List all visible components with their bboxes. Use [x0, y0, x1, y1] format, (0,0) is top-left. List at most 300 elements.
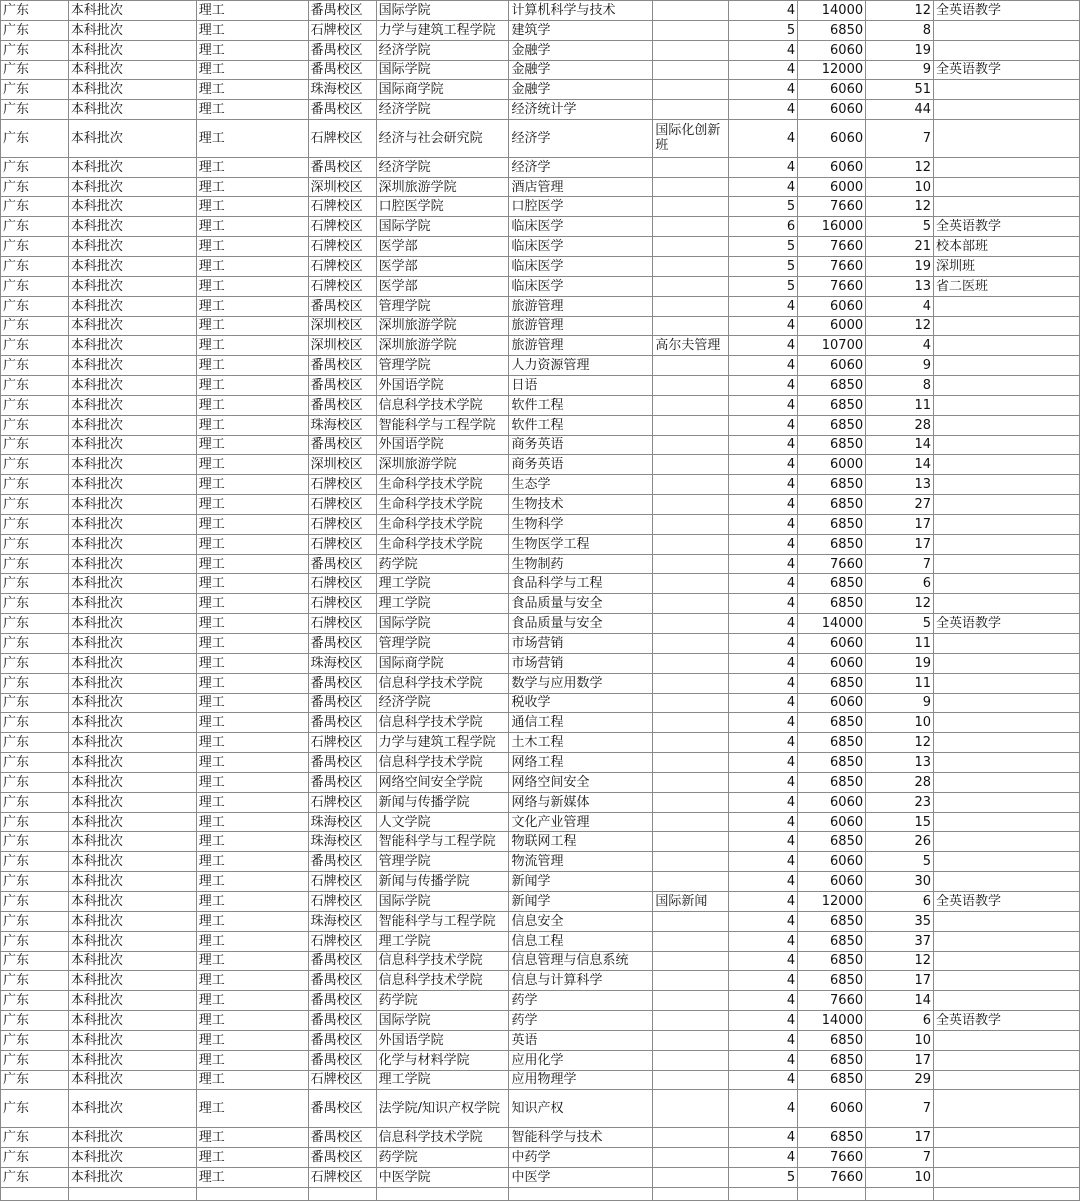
- cell-tuition: 6850: [798, 951, 866, 971]
- cell-direction: [653, 931, 729, 951]
- cell-school: 生命科学技术学院: [376, 534, 509, 554]
- cell-province: 广东: [1, 574, 69, 594]
- cell-province: 广东: [1, 376, 69, 396]
- cell-province: 广东: [1, 1050, 69, 1070]
- cell-province: 广东: [1, 415, 69, 435]
- table-row: [1, 1070, 1080, 1090]
- cell-category: 理工: [196, 733, 308, 753]
- cell-tuition: 6850: [798, 534, 866, 554]
- cell-major: 金融学: [509, 40, 653, 60]
- table-row: [1, 1128, 1080, 1148]
- cell-category: 理工: [196, 634, 308, 654]
- table-row: [1, 951, 1080, 971]
- cell-tuition: 6060: [798, 356, 866, 376]
- cell-direction: [653, 614, 729, 634]
- cell-quota: 14: [866, 435, 934, 455]
- cell-province: 广东: [1, 991, 69, 1011]
- cell-note: [934, 296, 1080, 316]
- cell-direction: [653, 217, 729, 237]
- cell-major: 生物医学工程: [509, 534, 653, 554]
- cell-school: 信息科学技术学院: [376, 673, 509, 693]
- cell-direction: [653, 713, 729, 733]
- cell-major: 智能科学与技术: [509, 1128, 653, 1148]
- cell-province: 广东: [1, 296, 69, 316]
- cell-quota: 9: [866, 356, 934, 376]
- cell-tuition: 6850: [798, 733, 866, 753]
- cell-category: 理工: [196, 276, 308, 296]
- cell-school: 管理学院: [376, 356, 509, 376]
- cell-note: [934, 435, 1080, 455]
- cell-note: [934, 100, 1080, 120]
- cell-direction: [653, 1, 729, 21]
- cell-quota: 5: [866, 217, 934, 237]
- cell-note: [934, 733, 1080, 753]
- cell-note: [934, 1090, 1080, 1128]
- cell-tuition: 6850: [798, 435, 866, 455]
- cell-tuition: 7660: [798, 554, 866, 574]
- table-row: [1, 177, 1080, 197]
- cell-campus: 番禺校区: [308, 1090, 376, 1128]
- cell-batch: 本科批次: [68, 634, 196, 654]
- cell-province: 广东: [1, 792, 69, 812]
- cell-category: 理工: [196, 931, 308, 951]
- table-row: [1, 376, 1080, 396]
- cell-category: 理工: [196, 653, 308, 673]
- cell-quota: 6: [866, 574, 934, 594]
- cell-batch: 本科批次: [68, 991, 196, 1011]
- cell-quota: 51: [866, 80, 934, 100]
- cell-quota: 10: [866, 713, 934, 733]
- cell-campus: 石牌校区: [308, 197, 376, 217]
- cell-tuition: 6000: [798, 316, 866, 336]
- cell-direction: [653, 872, 729, 892]
- cell-note: [934, 316, 1080, 336]
- cell-school: 国际学院: [376, 60, 509, 80]
- cell-major: 临床医学: [509, 217, 653, 237]
- cell-category: 理工: [196, 20, 308, 40]
- cell-province: 广东: [1, 634, 69, 654]
- cell-tuition: 6850: [798, 911, 866, 931]
- cell-major: 经济统计学: [509, 100, 653, 120]
- cell-direction: [653, 455, 729, 475]
- cell-direction: [653, 951, 729, 971]
- cell-tuition: 6060: [798, 653, 866, 673]
- cell-campus: 番禺校区: [308, 673, 376, 693]
- cell-quota: 12: [866, 594, 934, 614]
- cell-province: 广东: [1, 455, 69, 475]
- cell-direction: [653, 991, 729, 1011]
- cell-school: 生命科学技术学院: [376, 495, 509, 515]
- cell-campus: 番禺校区: [308, 1011, 376, 1031]
- cell-direction: [653, 296, 729, 316]
- cell-school: 信息科学技术学院: [376, 395, 509, 415]
- cell-school: 国际学院: [376, 217, 509, 237]
- cell-campus: 番禺校区: [308, 296, 376, 316]
- cell-note: [934, 911, 1080, 931]
- cell-campus: 石牌校区: [308, 891, 376, 911]
- cell-school: 药学院: [376, 1147, 509, 1167]
- cell-school: 管理学院: [376, 852, 509, 872]
- cell-province: 广东: [1, 1, 69, 21]
- cell-province: 广东: [1, 1090, 69, 1128]
- cell-tuition: 6850: [798, 20, 866, 40]
- cell-note: [934, 812, 1080, 832]
- cell-quota: 17: [866, 1050, 934, 1070]
- table-row: [1, 100, 1080, 120]
- cell-note: [934, 1167, 1080, 1187]
- cell-province: 广东: [1, 514, 69, 534]
- cell-batch: 本科批次: [68, 891, 196, 911]
- cell-category: 理工: [196, 614, 308, 634]
- cell-province: 广东: [1, 395, 69, 415]
- cell-major: 金融学: [509, 80, 653, 100]
- cell-direction: [653, 911, 729, 931]
- cell-note: [934, 40, 1080, 60]
- cell-quota: 12: [866, 197, 934, 217]
- cell-tuition: 12000: [798, 60, 866, 80]
- cell-province: 广东: [1, 673, 69, 693]
- cell-province: 广东: [1, 772, 69, 792]
- cell-major: 英语: [509, 1030, 653, 1050]
- cell-school: 智能科学与工程学院: [376, 911, 509, 931]
- cell-note: [934, 594, 1080, 614]
- cell-province: 广东: [1, 891, 69, 911]
- cell-category: 理工: [196, 296, 308, 316]
- cell-school: 信息科学技术学院: [376, 1128, 509, 1148]
- cell-batch: 本科批次: [68, 177, 196, 197]
- cell-campus: 番禺校区: [308, 1050, 376, 1070]
- empty-cell: [509, 1187, 653, 1200]
- cell-school: 国际学院: [376, 614, 509, 634]
- cell-school: 理工学院: [376, 931, 509, 951]
- cell-direction: [653, 40, 729, 60]
- cell-quota: 30: [866, 872, 934, 892]
- cell-campus: 珠海校区: [308, 415, 376, 435]
- cell-batch: 本科批次: [68, 753, 196, 773]
- cell-batch: 本科批次: [68, 157, 196, 177]
- cell-years: 4: [729, 772, 798, 792]
- cell-major: 生态学: [509, 475, 653, 495]
- cell-batch: 本科批次: [68, 931, 196, 951]
- table-row: [1, 20, 1080, 40]
- cell-category: 理工: [196, 80, 308, 100]
- cell-batch: 本科批次: [68, 614, 196, 634]
- cell-note: [934, 574, 1080, 594]
- cell-tuition: 14000: [798, 1011, 866, 1031]
- cell-category: 理工: [196, 594, 308, 614]
- cell-quota: 15: [866, 812, 934, 832]
- cell-campus: 番禺校区: [308, 554, 376, 574]
- cell-campus: 番禺校区: [308, 753, 376, 773]
- cell-major: 酒店管理: [509, 177, 653, 197]
- cell-category: 理工: [196, 574, 308, 594]
- cell-quota: 14: [866, 991, 934, 1011]
- cell-tuition: 6850: [798, 1070, 866, 1090]
- cell-major: 应用化学: [509, 1050, 653, 1070]
- cell-batch: 本科批次: [68, 475, 196, 495]
- cell-years: 4: [729, 415, 798, 435]
- cell-province: 广东: [1, 20, 69, 40]
- cell-years: 4: [729, 574, 798, 594]
- cell-quota: 44: [866, 100, 934, 120]
- table-row: [1, 356, 1080, 376]
- cell-batch: 本科批次: [68, 80, 196, 100]
- cell-school: 力学与建筑工程学院: [376, 733, 509, 753]
- table-row: [1, 733, 1080, 753]
- cell-major: 信息工程: [509, 931, 653, 951]
- cell-years: 4: [729, 891, 798, 911]
- cell-province: 广东: [1, 356, 69, 376]
- cell-direction: [653, 1070, 729, 1090]
- cell-batch: 本科批次: [68, 713, 196, 733]
- cell-school: 人文学院: [376, 812, 509, 832]
- cell-quota: 17: [866, 1128, 934, 1148]
- cell-campus: 番禺校区: [308, 971, 376, 991]
- cell-batch: 本科批次: [68, 574, 196, 594]
- empty-row: [1, 1187, 1080, 1200]
- cell-years: 4: [729, 614, 798, 634]
- cell-tuition: 6850: [798, 376, 866, 396]
- cell-years: 4: [729, 812, 798, 832]
- cell-category: 理工: [196, 336, 308, 356]
- cell-tuition: 6000: [798, 455, 866, 475]
- cell-direction: [653, 495, 729, 515]
- cell-direction: [653, 594, 729, 614]
- cell-direction: [653, 514, 729, 534]
- cell-category: 理工: [196, 772, 308, 792]
- cell-batch: 本科批次: [68, 1167, 196, 1187]
- cell-tuition: 6850: [798, 475, 866, 495]
- table-row: [1, 415, 1080, 435]
- table-row: [1, 495, 1080, 515]
- cell-batch: 本科批次: [68, 435, 196, 455]
- table-row: [1, 991, 1080, 1011]
- table-row: [1, 1030, 1080, 1050]
- cell-major: 应用物理学: [509, 1070, 653, 1090]
- cell-school: 信息科学技术学院: [376, 951, 509, 971]
- cell-quota: 11: [866, 634, 934, 654]
- cell-tuition: 6060: [798, 634, 866, 654]
- cell-tuition: 7660: [798, 276, 866, 296]
- cell-campus: 石牌校区: [308, 256, 376, 276]
- cell-quota: 17: [866, 514, 934, 534]
- cell-school: 口腔医学院: [376, 197, 509, 217]
- cell-quota: 5: [866, 614, 934, 634]
- cell-school: 药学院: [376, 554, 509, 574]
- table-row: [1, 673, 1080, 693]
- cell-category: 理工: [196, 415, 308, 435]
- cell-batch: 本科批次: [68, 276, 196, 296]
- cell-note: [934, 1070, 1080, 1090]
- cell-school: 管理学院: [376, 296, 509, 316]
- cell-major: 临床医学: [509, 256, 653, 276]
- cell-category: 理工: [196, 475, 308, 495]
- cell-batch: 本科批次: [68, 772, 196, 792]
- cell-major: 软件工程: [509, 415, 653, 435]
- cell-school: 外国语学院: [376, 376, 509, 396]
- table-row: [1, 395, 1080, 415]
- cell-note: [934, 455, 1080, 475]
- cell-batch: 本科批次: [68, 554, 196, 574]
- cell-tuition: 6060: [798, 296, 866, 316]
- cell-major: 物流管理: [509, 852, 653, 872]
- cell-tuition: 6060: [798, 40, 866, 60]
- cell-direction: [653, 634, 729, 654]
- cell-category: 理工: [196, 554, 308, 574]
- cell-quota: 12: [866, 316, 934, 336]
- cell-batch: 本科批次: [68, 256, 196, 276]
- cell-school: 信息科学技术学院: [376, 753, 509, 773]
- cell-major: 新闻学: [509, 891, 653, 911]
- cell-tuition: 6060: [798, 80, 866, 100]
- cell-category: 理工: [196, 60, 308, 80]
- cell-major: 市场营销: [509, 653, 653, 673]
- cell-direction: [653, 356, 729, 376]
- cell-note: [934, 852, 1080, 872]
- cell-tuition: 7660: [798, 1147, 866, 1167]
- cell-province: 广东: [1, 60, 69, 80]
- cell-province: 广东: [1, 237, 69, 257]
- cell-major: 市场营销: [509, 634, 653, 654]
- cell-years: 4: [729, 911, 798, 931]
- cell-tuition: 6850: [798, 832, 866, 852]
- cell-direction: [653, 673, 729, 693]
- cell-category: 理工: [196, 832, 308, 852]
- cell-batch: 本科批次: [68, 217, 196, 237]
- cell-province: 广东: [1, 1011, 69, 1031]
- cell-quota: 28: [866, 415, 934, 435]
- cell-province: 广东: [1, 475, 69, 495]
- cell-tuition: 7660: [798, 991, 866, 1011]
- cell-category: 理工: [196, 40, 308, 60]
- cell-campus: 石牌校区: [308, 872, 376, 892]
- cell-tuition: 6060: [798, 812, 866, 832]
- cell-school: 经济与社会研究院: [376, 120, 509, 158]
- cell-province: 广东: [1, 931, 69, 951]
- cell-batch: 本科批次: [68, 1, 196, 21]
- cell-school: 国际学院: [376, 891, 509, 911]
- cell-province: 广东: [1, 177, 69, 197]
- cell-quota: 12: [866, 733, 934, 753]
- cell-years: 4: [729, 475, 798, 495]
- cell-category: 理工: [196, 237, 308, 257]
- cell-province: 广东: [1, 1030, 69, 1050]
- cell-category: 理工: [196, 1147, 308, 1167]
- cell-years: 4: [729, 395, 798, 415]
- cell-batch: 本科批次: [68, 120, 196, 158]
- table-row: [1, 594, 1080, 614]
- cell-major: 网络空间安全: [509, 772, 653, 792]
- cell-province: 广东: [1, 852, 69, 872]
- cell-province: 广东: [1, 872, 69, 892]
- cell-batch: 本科批次: [68, 60, 196, 80]
- cell-quota: 7: [866, 554, 934, 574]
- cell-major: 中医学: [509, 1167, 653, 1187]
- cell-category: 理工: [196, 1011, 308, 1031]
- cell-batch: 本科批次: [68, 792, 196, 812]
- cell-quota: 5: [866, 852, 934, 872]
- cell-school: 深圳旅游学院: [376, 316, 509, 336]
- cell-school: 国际商学院: [376, 80, 509, 100]
- cell-major: 生物技术: [509, 495, 653, 515]
- cell-quota: 19: [866, 653, 934, 673]
- cell-quota: 10: [866, 177, 934, 197]
- cell-years: 4: [729, 594, 798, 614]
- cell-batch: 本科批次: [68, 376, 196, 396]
- cell-campus: 番禺校区: [308, 772, 376, 792]
- table-row: [1, 435, 1080, 455]
- table-row: [1, 455, 1080, 475]
- cell-campus: 石牌校区: [308, 276, 376, 296]
- cell-direction: [653, 276, 729, 296]
- cell-major: 金融学: [509, 60, 653, 80]
- cell-major: 通信工程: [509, 713, 653, 733]
- cell-school: 经济学院: [376, 100, 509, 120]
- cell-major: 生物制药: [509, 554, 653, 574]
- cell-school: 新闻与传播学院: [376, 792, 509, 812]
- cell-province: 广东: [1, 534, 69, 554]
- cell-tuition: 7660: [798, 256, 866, 276]
- cell-years: 4: [729, 792, 798, 812]
- table-row: [1, 60, 1080, 80]
- cell-tuition: 6000: [798, 177, 866, 197]
- cell-note: [934, 495, 1080, 515]
- cell-campus: 番禺校区: [308, 1147, 376, 1167]
- cell-direction: [653, 653, 729, 673]
- cell-campus: 番禺校区: [308, 693, 376, 713]
- cell-batch: 本科批次: [68, 495, 196, 515]
- cell-years: 4: [729, 157, 798, 177]
- cell-years: 4: [729, 455, 798, 475]
- table-row: [1, 772, 1080, 792]
- cell-campus: 番禺校区: [308, 40, 376, 60]
- cell-batch: 本科批次: [68, 653, 196, 673]
- table-row: [1, 614, 1080, 634]
- cell-direction: [653, 753, 729, 773]
- cell-note: [934, 177, 1080, 197]
- empty-cell: [196, 1187, 308, 1200]
- cell-major: 旅游管理: [509, 316, 653, 336]
- cell-note: [934, 20, 1080, 40]
- table-row: [1, 120, 1080, 158]
- cell-years: 4: [729, 1030, 798, 1050]
- cell-direction: [653, 693, 729, 713]
- cell-direction: [653, 971, 729, 991]
- cell-note: [934, 634, 1080, 654]
- cell-tuition: 6850: [798, 395, 866, 415]
- cell-category: 理工: [196, 951, 308, 971]
- cell-quota: 9: [866, 693, 934, 713]
- cell-school: 中医学院: [376, 1167, 509, 1187]
- cell-major: 信息安全: [509, 911, 653, 931]
- cell-quota: 37: [866, 931, 934, 951]
- cell-major: 食品质量与安全: [509, 614, 653, 634]
- cell-campus: 番禺校区: [308, 376, 376, 396]
- cell-school: 生命科学技术学院: [376, 514, 509, 534]
- empty-cell: [68, 1187, 196, 1200]
- cell-major: 食品质量与安全: [509, 594, 653, 614]
- cell-province: 广东: [1, 812, 69, 832]
- cell-years: 4: [729, 336, 798, 356]
- cell-note: [934, 514, 1080, 534]
- table-row: [1, 812, 1080, 832]
- cell-quota: 4: [866, 336, 934, 356]
- cell-years: 4: [729, 554, 798, 574]
- cell-direction: [653, 1050, 729, 1070]
- cell-direction: [653, 574, 729, 594]
- cell-major: 食品科学与工程: [509, 574, 653, 594]
- cell-school: 新闻与传播学院: [376, 872, 509, 892]
